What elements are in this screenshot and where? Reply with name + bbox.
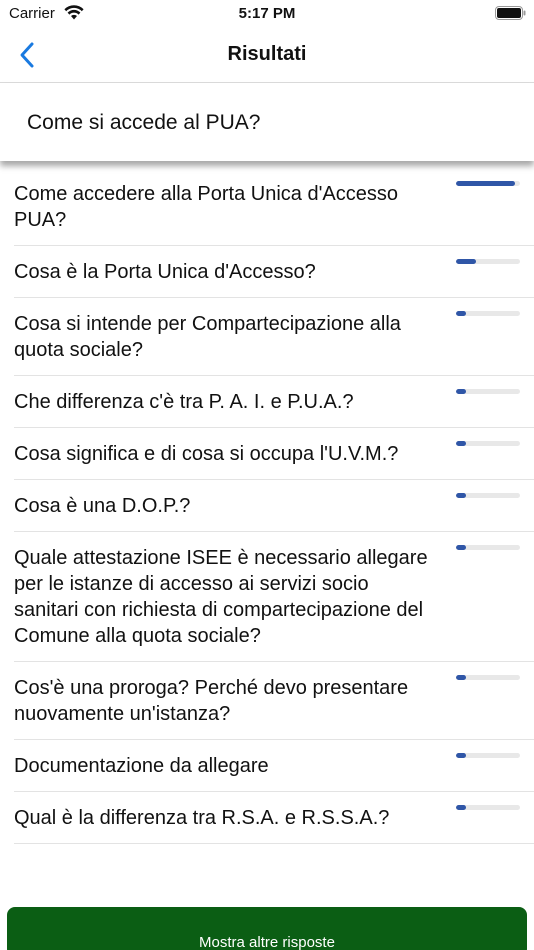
result-question: Cosa è la Porta Unica d'Accesso? [14,261,316,283]
result-item[interactable] [14,376,534,428]
result-question: Documentazione da allegare [14,755,269,777]
results-list [0,168,534,844]
relevance-bar [456,259,520,264]
relevance-bar [456,753,520,758]
navigation-bar [0,28,534,83]
result-item[interactable] [14,792,534,844]
result-item[interactable] [14,428,534,480]
relevance-bar-fill [456,389,466,394]
relevance-bar-fill [456,181,515,186]
relevance-bar-fill [456,753,466,758]
result-question: Cos'è una proroga? Perché devo presentare nuovamente un'istanza? [14,677,409,725]
result-item[interactable] [14,480,534,532]
status-bar [0,0,534,28]
relevance-bar-fill [456,493,466,498]
relevance-bar [456,545,520,550]
query-header [0,83,534,161]
result-question: Come accedere alla Porta Unica d'Accesso PUA? [14,183,399,231]
relevance-bar [456,675,520,680]
result-item[interactable] [14,168,534,246]
result-question: Qual è la differenza tra R.S.A. e R.S.S.A.? [14,807,390,829]
relevance-bar-fill [456,259,476,264]
relevance-bar-fill [456,545,466,550]
battery-icon [495,6,526,20]
result-item[interactable] [14,740,534,792]
carrier-label: Carrier [9,5,55,22]
result-question: Che differenza c'è tra P. A. I. e P.U.A.? [14,391,354,413]
relevance-bar [456,805,520,810]
relevance-bar-fill [456,441,466,446]
relevance-bar [456,311,520,316]
query-text: Come si accede al PUA? [27,111,261,134]
relevance-bar-fill [456,675,466,680]
result-item[interactable] [14,298,534,376]
relevance-bar [456,493,520,498]
result-item[interactable] [14,532,534,662]
result-question: Cosa significa e di cosa si occupa l'U.V.M.? [14,443,399,465]
clock: 5:17 PM [238,5,296,22]
result-item[interactable] [14,662,534,740]
page-title: Risultati [227,43,307,65]
relevance-bar-fill [456,311,466,316]
relevance-bar [456,441,520,446]
result-item[interactable] [14,246,534,298]
show-more-button[interactable]: Mostra altre risposte [7,907,527,950]
result-question: Cosa è una D.O.P.? [14,495,191,517]
relevance-bar [456,389,520,394]
relevance-bar [456,181,520,186]
result-question: Quale attestazione ISEE è necessario allegare per le istanze di accesso ai servizi socio sanitari con richiesta di compartecipazione del Comune alla quota sociale? [14,547,428,647]
relevance-bar-fill [456,805,466,810]
result-question: Cosa si intende per Compartecipazione alla quota sociale? [14,313,401,361]
